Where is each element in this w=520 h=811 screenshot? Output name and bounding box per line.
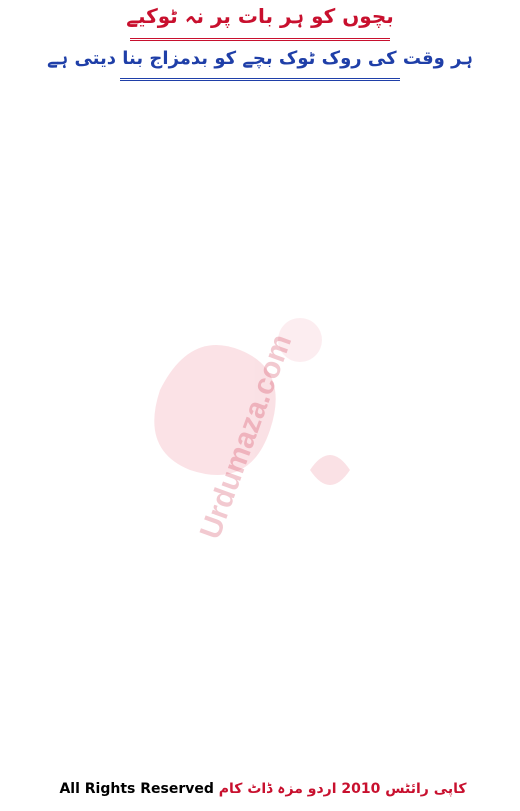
urdumaza-watermark [120, 270, 390, 580]
footer [0, 781, 520, 807]
title-divider [130, 38, 390, 41]
footer-rights: All Rights Reserved [59, 781, 214, 797]
article-subtitle: ہر وقت کی روک ٹوک بچے کو بدمزاج بنا دیتی ہے [47, 48, 473, 69]
subtitle-divider [120, 78, 400, 81]
article-title: بچوں کو ہر بات پر نہ ٹوکیے [126, 4, 394, 28]
watermark-label: Urdumaza.com [193, 330, 299, 544]
footer-copyright: کاپی رائٹس 2010 اردو مزہ ڈاٹ کام [218, 781, 467, 797]
